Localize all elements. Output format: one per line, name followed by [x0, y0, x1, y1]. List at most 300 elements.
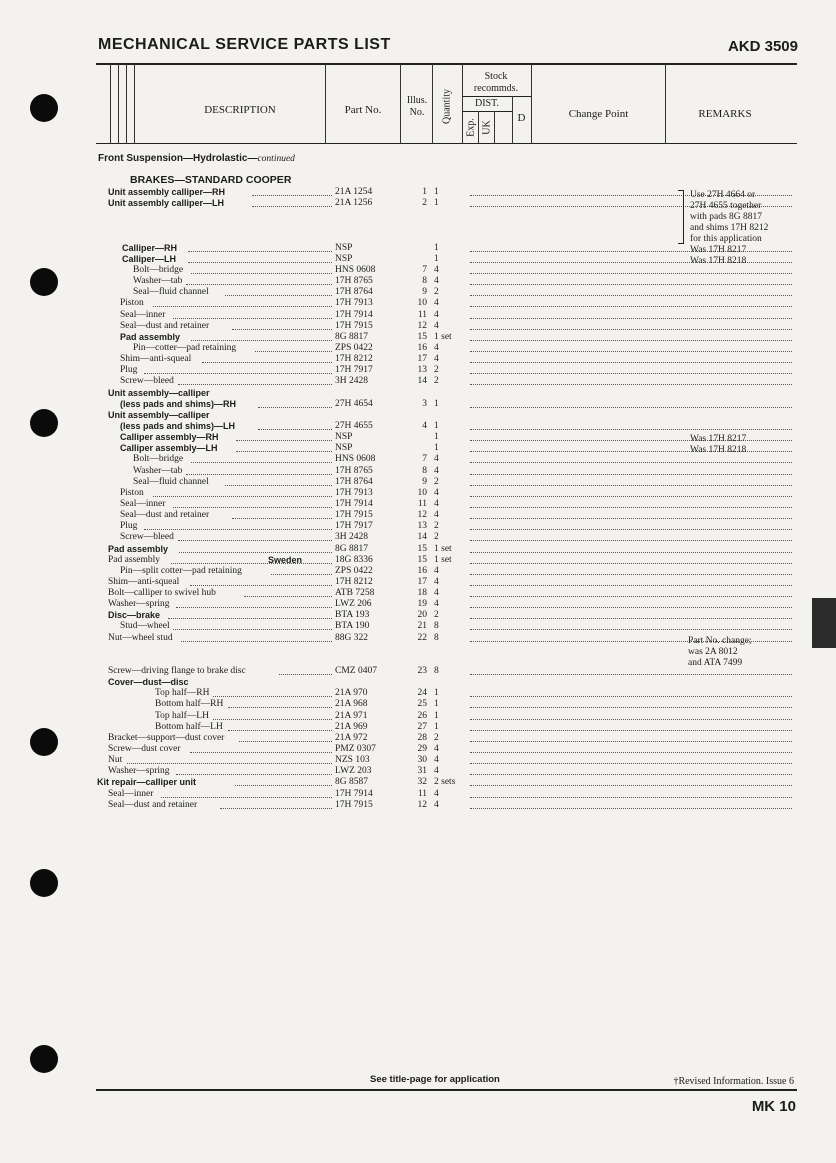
dot-leader	[470, 273, 792, 274]
quantity: 2 sets	[434, 777, 456, 788]
dot-leader	[144, 529, 332, 530]
col-illus-no: Illus. No.	[406, 95, 428, 118]
dot-leader	[470, 474, 792, 475]
table-row	[0, 677, 836, 688]
part-description: Bottom half—LH	[155, 721, 223, 732]
dot-leader	[470, 585, 792, 586]
table-row	[0, 744, 836, 755]
table-row	[0, 566, 836, 577]
table-row	[0, 621, 836, 632]
illus-number: 9	[422, 287, 427, 298]
illus-number: 27	[417, 721, 427, 732]
table-row	[0, 789, 836, 800]
illus-number: 7	[422, 454, 427, 465]
part-description: Top half—LH	[155, 710, 209, 721]
dot-leader	[161, 797, 332, 798]
quantity: 4	[434, 264, 439, 275]
column-divider	[531, 64, 532, 144]
dot-leader	[470, 540, 792, 541]
part-description: Seal—dust and retainer	[120, 510, 210, 521]
dot-leader	[173, 318, 332, 319]
dot-leader	[178, 540, 332, 541]
footer-revision: †Revised Information. Issue 6	[673, 1076, 794, 1087]
parts-list	[0, 187, 836, 811]
illus-number: 9	[422, 476, 427, 487]
dot-leader	[255, 351, 332, 352]
table-row	[0, 332, 836, 343]
part-description: Shim—anti-squeal	[108, 576, 180, 587]
part-description: (less pads and shims)—RH	[120, 398, 237, 409]
stock-subrule	[462, 96, 531, 97]
table-row	[0, 365, 836, 376]
dot-leader	[470, 318, 792, 319]
dist-subrule	[462, 111, 512, 112]
quantity: 2	[434, 532, 439, 543]
col-part-no: Part No.	[344, 104, 382, 116]
dot-leader	[470, 306, 792, 307]
remark-line: Was 17H 8217	[690, 245, 747, 255]
part-description: Pad assembly	[108, 543, 169, 554]
dot-leader	[470, 384, 792, 385]
part-description: Screw—bleed	[120, 532, 174, 543]
table-row	[0, 544, 836, 555]
part-number: NSP	[335, 443, 353, 454]
section-continued: continued	[257, 154, 295, 164]
quantity: 4	[434, 565, 439, 576]
part-number: HNS 0608	[335, 454, 376, 465]
table-row	[0, 777, 836, 788]
dot-leader	[153, 496, 332, 497]
part-description: Bolt—bridge	[133, 454, 184, 465]
dot-leader	[470, 629, 792, 630]
col-exp: Exp.	[465, 118, 477, 137]
part-description: Calliper—LH	[122, 253, 177, 264]
dot-leader	[144, 373, 332, 374]
dot-leader	[190, 752, 332, 753]
quantity: 1 set	[434, 331, 452, 342]
quantity: 4	[434, 454, 439, 465]
dot-leader	[225, 485, 332, 486]
column-divider	[118, 64, 119, 144]
dot-leader	[213, 719, 332, 720]
dot-leader	[470, 763, 792, 764]
table-row	[0, 276, 836, 287]
part-description: Pin—split cotter—pad retaining	[120, 565, 242, 576]
part-description: Pad assembly	[108, 554, 160, 565]
illus-number: 8	[422, 276, 427, 287]
binder-hole	[30, 94, 58, 122]
part-number: 17H 8765	[335, 276, 373, 287]
dot-leader	[176, 607, 332, 608]
dot-leader	[470, 607, 792, 608]
part-number: 17H 7914	[335, 498, 373, 509]
dot-leader	[191, 462, 332, 463]
remark-line: Use 27H 4664 or	[690, 190, 756, 200]
part-description: Piston	[120, 487, 144, 498]
table-row	[0, 410, 836, 421]
part-number: 17H 7917	[335, 365, 373, 376]
col-stock: Stock recommds.	[473, 71, 519, 94]
part-number: 8G 8817	[335, 331, 368, 342]
dot-leader	[470, 552, 792, 553]
col-d: D	[517, 112, 526, 124]
dot-leader	[232, 329, 332, 330]
document-code: AKD 3509	[727, 38, 798, 55]
part-description: Calliper assembly—LH	[120, 443, 218, 454]
table-row	[0, 532, 836, 543]
dot-leader	[252, 195, 332, 196]
dot-leader	[470, 373, 792, 374]
dot-leader	[470, 563, 792, 564]
illus-number: 24	[417, 688, 427, 699]
table-row	[0, 376, 836, 387]
illus-number: 15	[417, 543, 427, 554]
part-number: 21A 969	[335, 721, 368, 732]
dot-leader	[279, 674, 332, 675]
illus-number: 12	[417, 799, 427, 810]
part-number: LWZ 206	[335, 599, 372, 610]
part-number: ZPS 0422	[335, 342, 373, 353]
dot-leader	[235, 785, 332, 786]
remark-line: and shims 17H 8212	[690, 223, 769, 233]
dot-leader	[470, 808, 792, 809]
remark-line: Was 17H 8217	[690, 434, 747, 444]
illus-number: 10	[417, 298, 427, 309]
market-tag: Sweden	[268, 554, 303, 565]
quantity: 8	[434, 621, 439, 632]
dot-leader	[153, 306, 332, 307]
table-row	[0, 298, 836, 309]
part-description: Unit assembly—calliper	[108, 409, 210, 420]
remark-bracket	[678, 190, 684, 244]
part-number: HNS 0608	[335, 264, 376, 275]
part-description: Plug	[120, 521, 138, 532]
quantity: 4	[434, 487, 439, 498]
illus-number: 8	[422, 465, 427, 476]
quantity: 1	[434, 710, 439, 721]
quantity: 4	[434, 755, 439, 766]
table-row	[0, 755, 836, 766]
part-number: 88G 322	[335, 632, 368, 643]
dot-leader	[176, 774, 332, 775]
illus-number: 32	[417, 777, 427, 788]
part-number: 27H 4655	[335, 420, 373, 431]
table-row	[0, 711, 836, 722]
dot-leader	[470, 518, 792, 519]
part-description: Calliper assembly—RH	[120, 432, 219, 443]
dot-leader	[470, 340, 792, 341]
quantity: 4	[434, 799, 439, 810]
table-row	[0, 722, 836, 733]
dot-leader	[258, 429, 332, 430]
quantity: 4	[434, 465, 439, 476]
table-row	[0, 399, 836, 410]
quantity: 2	[434, 287, 439, 298]
table-row	[0, 488, 836, 499]
part-number: BTA 193	[335, 610, 370, 621]
subheading: BRAKES—STANDARD COOPER	[130, 174, 292, 186]
quantity: 1	[434, 432, 439, 443]
dot-leader	[171, 563, 332, 564]
part-description: Seal—dust and retainer	[108, 799, 198, 810]
dot-leader	[470, 529, 792, 530]
column-divider	[126, 64, 127, 144]
part-number: LWZ 203	[335, 766, 372, 777]
table-row	[0, 477, 836, 488]
illus-number: 13	[417, 521, 427, 532]
quantity: 1 set	[434, 554, 452, 565]
table-row	[0, 388, 836, 399]
dot-leader	[470, 596, 792, 597]
dot-leader	[191, 273, 332, 274]
quantity: 1	[434, 398, 439, 409]
dot-leader	[470, 574, 792, 575]
footer-note: See title-page for application	[370, 1074, 500, 1085]
illus-number: 22	[417, 632, 427, 643]
quantity: 4	[434, 342, 439, 353]
table-row	[0, 610, 836, 621]
illus-number: 4	[422, 420, 427, 431]
part-description: Nut	[108, 755, 123, 766]
dot-leader	[470, 284, 792, 285]
part-description: Washer—spring	[108, 766, 170, 777]
part-description: Calliper—RH	[122, 242, 178, 253]
dot-leader	[179, 552, 332, 553]
illus-number: 15	[417, 554, 427, 565]
part-description: Shim—anti-squeal	[120, 354, 192, 365]
part-number: 17H 7913	[335, 487, 373, 498]
quantity: 4	[434, 588, 439, 599]
illus-number: 21	[417, 621, 427, 632]
dot-leader	[271, 574, 332, 575]
remark-line: for this application	[690, 234, 762, 244]
dot-leader	[228, 707, 332, 708]
part-description: Unit assembly calliper—LH	[108, 198, 225, 209]
part-number: NZS 103	[335, 755, 370, 766]
table-row	[0, 466, 836, 477]
illus-number: 11	[417, 498, 427, 509]
illus-number: 28	[417, 732, 427, 743]
dot-leader	[470, 407, 792, 408]
dot-leader	[470, 696, 792, 697]
quantity: 1	[434, 699, 439, 710]
part-number: 17H 7915	[335, 510, 373, 521]
part-number: 17H 7914	[335, 309, 373, 320]
part-number: BTA 190	[335, 621, 370, 632]
header-bottom-rule	[96, 143, 797, 144]
part-number: 21A 1256	[335, 198, 373, 209]
dot-leader	[470, 719, 792, 720]
remark-line: Part No. change;	[688, 636, 752, 646]
illus-number: 1	[422, 187, 427, 197]
part-number: CMZ 0407	[335, 666, 377, 677]
part-description: (less pads and shims)—LH	[120, 420, 236, 431]
table-row	[0, 521, 836, 532]
dot-leader	[239, 741, 332, 742]
table-row	[0, 588, 836, 599]
part-number: 17H 8764	[335, 476, 373, 487]
table-row	[0, 343, 836, 354]
table-row	[0, 310, 836, 321]
remark-line: with pads 8G 8817	[690, 212, 763, 222]
column-divider	[665, 64, 666, 144]
illus-number: 11	[417, 309, 427, 320]
quantity: 2	[434, 365, 439, 376]
part-number: NSP	[335, 253, 353, 264]
dot-leader	[258, 407, 332, 408]
table-row	[0, 577, 836, 588]
part-number: 17H 8212	[335, 576, 373, 587]
table-row	[0, 499, 836, 510]
part-description: Nut—wheel stud	[108, 632, 173, 643]
illus-number: 16	[417, 565, 427, 576]
section-heading	[98, 153, 295, 164]
quantity: 4	[434, 744, 439, 755]
quantity: 8	[434, 666, 439, 677]
part-description: Bottom half—RH	[155, 699, 224, 710]
part-description: Washer—tab	[133, 276, 183, 287]
dot-leader	[188, 251, 332, 252]
part-number: 17H 7914	[335, 788, 373, 799]
quantity: 1	[434, 253, 439, 264]
dot-leader	[470, 674, 792, 675]
part-number: 21A 971	[335, 710, 368, 721]
dot-leader	[178, 384, 332, 385]
quantity: 4	[434, 309, 439, 320]
dot-leader	[470, 730, 792, 731]
footer-rule	[96, 1089, 797, 1091]
quantity: 1	[434, 242, 439, 253]
part-description: Unit assembly—calliper	[108, 387, 210, 398]
part-description: Bracket—support—dust cover	[108, 732, 225, 743]
dot-leader	[470, 741, 792, 742]
table-row	[0, 688, 836, 699]
part-description: Screw—driving flange to brake disc	[108, 666, 246, 677]
col-dist: DIST.	[475, 98, 499, 109]
dot-leader	[470, 295, 792, 296]
page-title: MECHANICAL SERVICE PARTS LIST	[98, 36, 391, 53]
part-number: PMZ 0307	[335, 744, 376, 755]
part-description: Cover—dust—disc	[108, 677, 189, 688]
part-description: Seal—fluid channel	[133, 476, 209, 487]
quantity: 4	[434, 788, 439, 799]
illus-number: 3	[422, 398, 427, 409]
quantity: 4	[434, 599, 439, 610]
part-description: Piston	[120, 298, 144, 309]
table-row	[0, 321, 836, 332]
table-row	[0, 800, 836, 811]
dot-leader	[470, 752, 792, 753]
part-number: 17H 8212	[335, 354, 373, 365]
part-number: 21A 970	[335, 688, 368, 699]
quantity: 4	[434, 354, 439, 365]
header-top-rule	[96, 63, 797, 65]
part-number: 27H 4654	[335, 398, 373, 409]
table-row	[0, 287, 836, 298]
quantity: 2	[434, 376, 439, 387]
part-number: 18G 8336	[335, 554, 373, 565]
dot-leader	[470, 774, 792, 775]
illus-number: 13	[417, 365, 427, 376]
illus-number: 7	[422, 264, 427, 275]
quantity: 4	[434, 298, 439, 309]
illus-number: 12	[417, 320, 427, 331]
part-description: Bolt—calliper to swivel hub	[108, 588, 216, 599]
table-row	[0, 354, 836, 365]
illus-number: 12	[417, 510, 427, 521]
dot-leader	[173, 507, 332, 508]
quantity: 1	[434, 187, 439, 197]
table-row	[0, 555, 836, 566]
part-description: Top half—RH	[155, 688, 210, 699]
table-row	[0, 599, 836, 610]
illus-number: 14	[417, 532, 427, 543]
part-description: Seal—inner	[108, 788, 154, 799]
illus-number: 19	[417, 599, 427, 610]
table-row	[0, 766, 836, 777]
illus-number: 18	[417, 588, 427, 599]
remark-line: was 2A 8012	[688, 647, 738, 657]
table-row	[0, 454, 836, 465]
dot-leader	[232, 518, 332, 519]
illus-number: 25	[417, 699, 427, 710]
column-divider	[400, 64, 401, 144]
dot-leader	[470, 707, 792, 708]
column-divider	[478, 111, 479, 144]
part-description: Seal—inner	[120, 309, 166, 320]
quantity: 1	[434, 721, 439, 732]
illus-number: 2	[422, 198, 427, 209]
dot-leader	[470, 618, 792, 619]
quantity: 4	[434, 510, 439, 521]
remark-line: Was 17H 8218	[690, 445, 747, 455]
footer-code: MK 10	[751, 1098, 796, 1115]
dot-leader	[470, 485, 792, 486]
part-number: 3H 2428	[335, 532, 368, 543]
dot-leader	[470, 797, 792, 798]
dot-leader	[191, 340, 332, 341]
part-number: 3H 2428	[335, 376, 368, 387]
dot-leader	[252, 206, 332, 207]
part-description: Seal—dust and retainer	[120, 320, 210, 331]
part-description: Bolt—bridge	[133, 264, 184, 275]
illus-number: 10	[417, 487, 427, 498]
dot-leader	[228, 730, 332, 731]
part-number: 8G 8817	[335, 543, 368, 554]
col-remarks: REMARKS	[698, 108, 752, 120]
part-description: Stud—wheel	[120, 621, 170, 632]
section-title: Front Suspension—Hydrolastic—	[98, 153, 258, 164]
illus-number: 29	[417, 744, 427, 755]
quantity: 8	[434, 632, 439, 643]
illus-number: 17	[417, 354, 427, 365]
part-description: Kit repair—calliper unit	[97, 777, 197, 788]
illus-number: 15	[417, 331, 427, 342]
remark-line: and ATA 7499	[688, 658, 743, 668]
part-description: Seal—fluid channel	[133, 287, 209, 298]
part-description: Pad assembly	[120, 331, 181, 342]
part-description: Washer—tab	[133, 465, 183, 476]
illus-number: 14	[417, 376, 427, 387]
illus-number: 31	[417, 766, 427, 777]
quantity: 1	[434, 420, 439, 431]
col-uk: UK	[481, 120, 493, 135]
dot-leader	[244, 596, 332, 597]
part-number: 8G 8587	[335, 777, 368, 788]
remark-line: Was 17H 8218	[690, 256, 747, 266]
dot-leader	[470, 496, 792, 497]
dot-leader	[202, 362, 332, 363]
